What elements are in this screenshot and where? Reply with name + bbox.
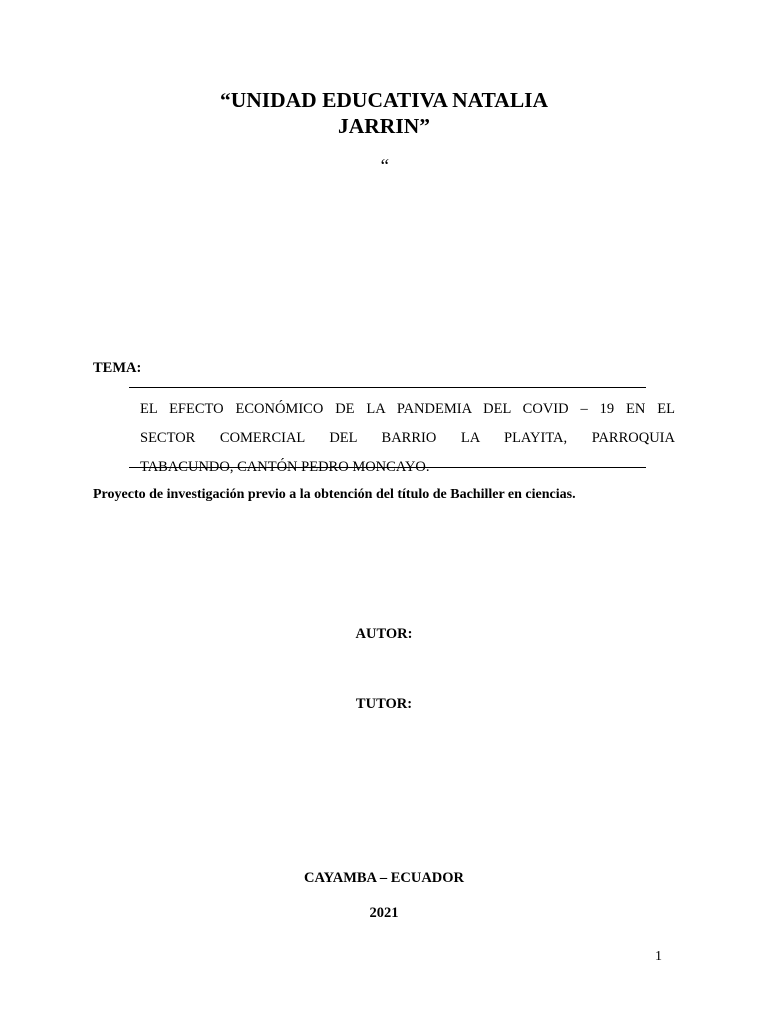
author-label: AUTOR: [355, 626, 413, 642]
school-name-line-2: JARRIN” [338, 114, 430, 138]
topic-line-1: EL EFECTO ECONÓMICO DE LA PANDEMIA DEL COVID – 19 EN EL [140, 401, 675, 417]
topic-line-2: SECTOR COMERCIAL DEL BARRIO LA PLAYITA, PARROQUIA [140, 430, 675, 446]
page-number: 1 [655, 949, 662, 964]
topic-text-block [140, 395, 675, 482]
topic-line-3: TABACUNDO, CANTÓN PEDRO MONCAYO. [140, 459, 430, 475]
tutor-label: TUTOR: [355, 696, 413, 712]
topic-top-rule [129, 387, 646, 388]
topic-bottom-rule [129, 467, 646, 468]
location-line: CAYAMBA – ECUADOR [303, 870, 465, 886]
topic-label: TEMA: [93, 360, 142, 376]
project-statement: Proyecto de investigación previo a la obtención del título de Bachiller en ciencias. [93, 487, 576, 502]
year-line: 2021 [369, 905, 399, 921]
school-name-line-1: “UNIDAD EDUCATIVA NATALIA [219, 88, 549, 112]
open-quote-mark: “ [378, 156, 390, 177]
